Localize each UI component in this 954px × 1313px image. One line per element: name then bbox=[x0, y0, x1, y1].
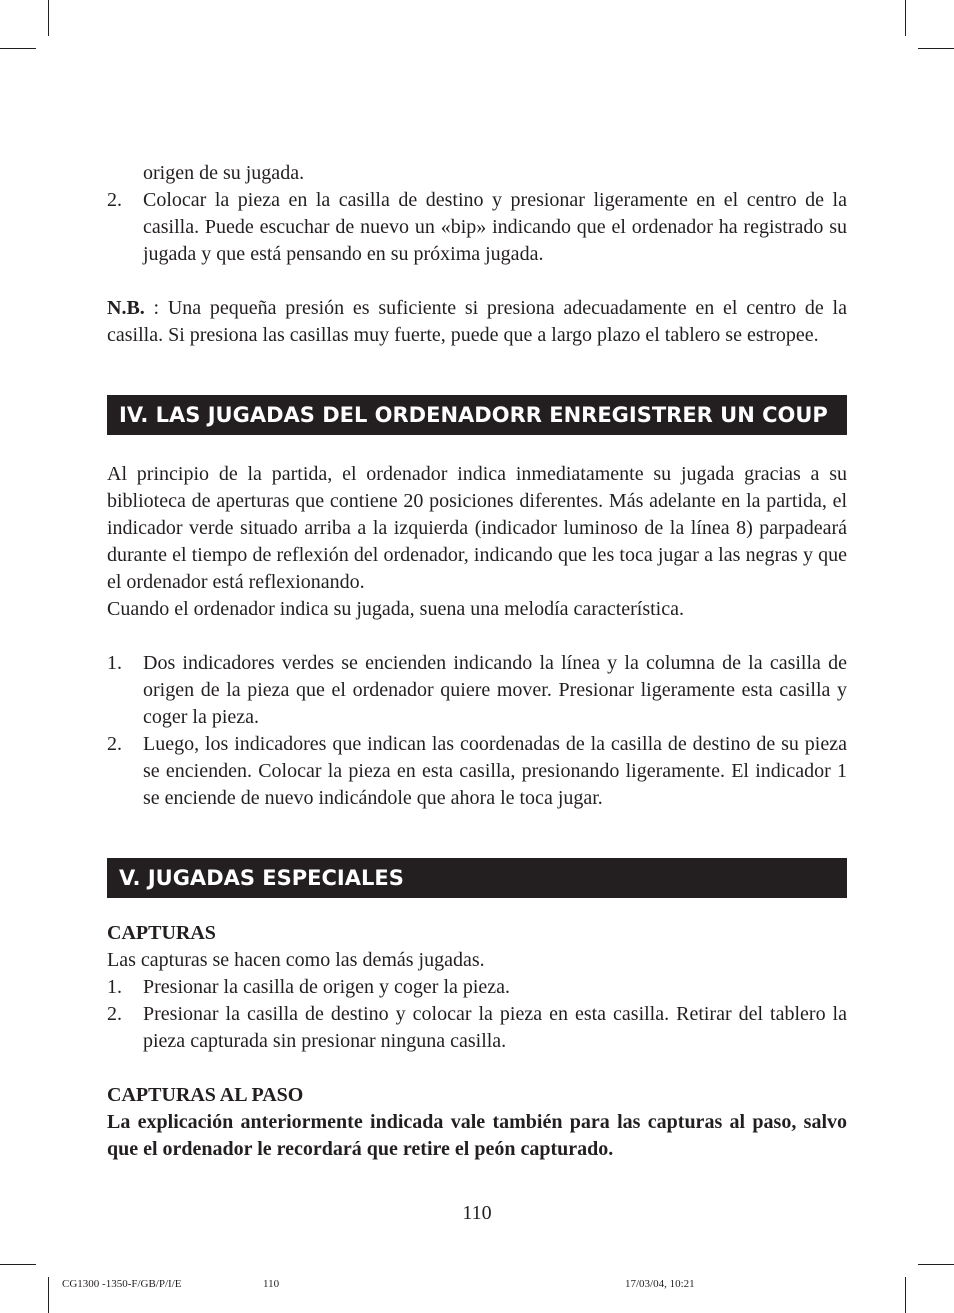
section-heading: V. JUGADAS ESPECIALES bbox=[107, 858, 847, 898]
crop-mark bbox=[48, 1277, 49, 1313]
list-item bbox=[107, 1001, 847, 1055]
nb-text: : Una pequeña presión es suficiente si presiona adecuadamente en el centro de la casilla. Si presiona las casillas muy fuerte, puede que a largo plazo el tablero se estropee. bbox=[107, 297, 847, 346]
nb-label: N.B. bbox=[107, 297, 145, 319]
crop-mark bbox=[48, 0, 49, 36]
crop-mark bbox=[0, 1264, 36, 1265]
paragraph: Cuando el ordenador indica su jugada, suena una melodía característica. bbox=[107, 598, 684, 620]
crop-mark bbox=[918, 1264, 954, 1265]
footer-page: 110 bbox=[263, 1278, 280, 1290]
subheading: CAPTURAS AL PASO bbox=[107, 1084, 304, 1106]
paragraph: La explicación anteriormente indicada vale también para las capturas al paso, salvo que el ordenador le recordará que retire el peón capturado. bbox=[107, 1111, 847, 1160]
paragraph: Las capturas se hacen como las demás jugadas. bbox=[107, 949, 485, 971]
list-number: 1. bbox=[107, 976, 122, 998]
crop-mark bbox=[905, 1277, 906, 1313]
list-number: 2. bbox=[107, 189, 122, 211]
nb-paragraph bbox=[107, 295, 847, 349]
crop-mark bbox=[0, 48, 36, 49]
list-item bbox=[107, 650, 847, 731]
section-heading: IV. LAS JUGADAS DEL ORDENADORR ENREGISTRER UN COUP bbox=[107, 395, 847, 435]
crop-mark bbox=[918, 48, 954, 49]
list-text: Presionar la casilla de destino y colocar la pieza en esta casilla. Retirar del tablero la pieza capturada sin presionar ninguna casilla. bbox=[143, 1003, 847, 1052]
page-number: 110 bbox=[462, 1202, 492, 1224]
list-number: 2. bbox=[107, 1003, 122, 1025]
list-item bbox=[107, 731, 847, 812]
list-text: Presionar la casilla de origen y coger la pieza. bbox=[143, 976, 511, 998]
list-text: Colocar la pieza en la casilla de destino y presionar ligeramente en el centro de la casilla. Puede escuchar de nuevo un «bip» indicando que el ordenador ha registrado su jugada y que está pensando en su próxima jugada. bbox=[143, 189, 847, 265]
list-text: Luego, los indicadores que indican las coordenadas de la casilla de destino de su pieza se encienden. Colocar la pieza en esta casilla, presionando ligeramente. El indicador 1 se enciende de nuevo indicándole que ahora le toca jugar. bbox=[143, 733, 847, 809]
list-number: 1. bbox=[107, 652, 122, 674]
footer-datetime: 17/03/04, 10:21 bbox=[625, 1278, 695, 1290]
list-text: Dos indicadores verdes se encienden indicando la línea y la columna de la casilla de origen de la pieza que el ordenador quiere mover. Presionar ligeramente esta casilla y coger la pieza. bbox=[143, 652, 847, 728]
list-item bbox=[107, 187, 847, 268]
list-number: 2. bbox=[107, 733, 122, 755]
page-body bbox=[107, 160, 847, 1163]
subheading: CAPTURAS bbox=[107, 922, 216, 944]
continued-line: origen de su jugada. bbox=[143, 162, 305, 184]
paragraph: Al principio de la partida, el ordenador indica inmediatamente su jugada gracias a su biblioteca de aperturas que contiene 20 posiciones diferentes. Más adelante en la partida, el indicador verde situado arriba a la izquierda (indicador luminoso de la línea 8) parpadeará durante el tiempo de reflexión del ordenador, indicando que les toca jugar a las negras y que el ordenador está reflexionando. bbox=[107, 463, 847, 593]
list-item bbox=[107, 974, 847, 1001]
crop-mark bbox=[905, 0, 906, 36]
footer-doc-code: CG1300 -1350-F/GB/P/I/E bbox=[62, 1278, 182, 1290]
